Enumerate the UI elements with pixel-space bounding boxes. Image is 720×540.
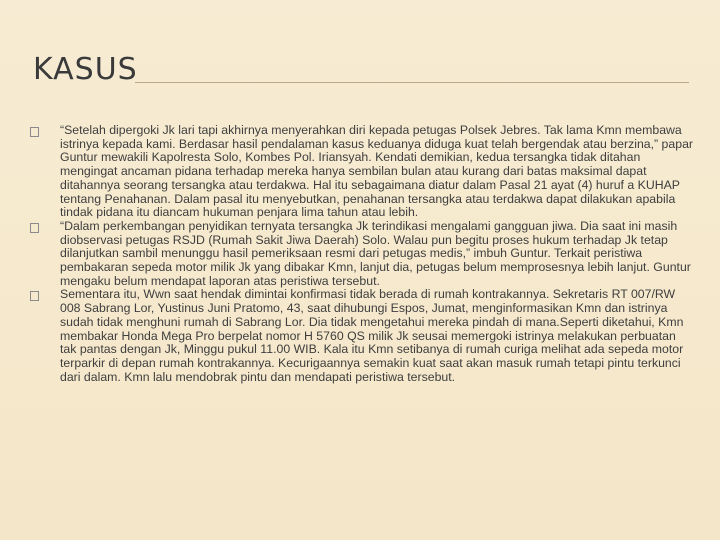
square-bullet-icon <box>30 291 39 301</box>
bullet-item-2 <box>30 220 695 289</box>
bullet-item-3 <box>30 288 695 384</box>
bullet-text: “Dalam perkembangan penyidikan ternyata tersangka Jk terindikasi mengalami gangguan jiwa. Dia saat ini masih diobservasi petugas RSJD (Rumah Sakit Jiwa Daerah) Solo. Walau pun begitu proses hukum terhadap Jk tetap dilanjutkan sambil menunggu hasil pemeriksaan resmi dari petugas medis,” imbuh Guntur. Terkait peristiwa pembakaran sepeda motor milik Jk yang dibakar Kmn, lanjut dia, petugas belum memprosesnya lebih lanjut. Guntur mengaku belum mendapat laporan atas peristiwa tersebut. <box>60 218 691 288</box>
bullet-text: “Setelah dipergoki Jk lari tapi akhirnya menyerahkan diri kepada petugas Polsek Jebres. Tak lama Kmn membawa istrinya kepada kami. Berdasar hasil pendalaman kasus keduanya diduga kuat telah bergendak atau berzina,” papar Guntur mewakili Kapolresta Solo, Kombes Pol. Iriansyah. Kendati demikian, kedua tersangka tidak ditahan mengingat ancaman pidana terhadap mereka hanya sembilan bulan atau kurang dari batas maksimal dapat ditahannya seorang tersangka atau terdakwa. Hal itu sebagaimana diatur dalam Pasal 21 ayat (4) huruf a KUHAP tentang Penahanan. Dalam pasal itu menyebutkan, penahanan tersangka atau terdakwa dapat dilakukan apabila tindak pidana itu diancam hukuman penjara lima tahun atau lebih. <box>60 123 694 220</box>
bullet-text: Sementara itu, Wwn saat hendak dimintai konfirmasi tidak berada di rumah kontrakannya. Sekretaris RT 007/RW 008 Sabrang Lor, Yustinus Juni Pratomo, 43, saat dihubungi Espos, Jumat, menginformasikan Kmn dan istrinya sudah tidak menghuni rumah di Sabrang Lor. Dia tidak mengetahui mereka pindah di mana.Seperti diketahui, Kmn membakar Honda Mega Pro berpelat nomor H 5760 QS milik Jk seusai memergoki istrinya melakukan perbuatan tak pantas dengan Jk, Minggu pukul 11.00 WIB. Kala itu Kmn setibanya di rumah curiga melihat ada sepeda motor terparkir di depan rumah kontrakannya. Kecurigaannya semakin kuat saat akan masuk rumah tetapi pintu terkunci dari dalam. Kmn lalu mendobrak pintu dan mendapati peristiwa tersebut. <box>60 287 684 384</box>
title-underline <box>135 82 689 83</box>
bullet-list <box>30 124 695 384</box>
bullet-item-1 <box>30 124 695 220</box>
slide-title: KASUS <box>33 52 138 87</box>
square-bullet-icon <box>30 127 39 137</box>
square-bullet-icon <box>30 223 39 233</box>
